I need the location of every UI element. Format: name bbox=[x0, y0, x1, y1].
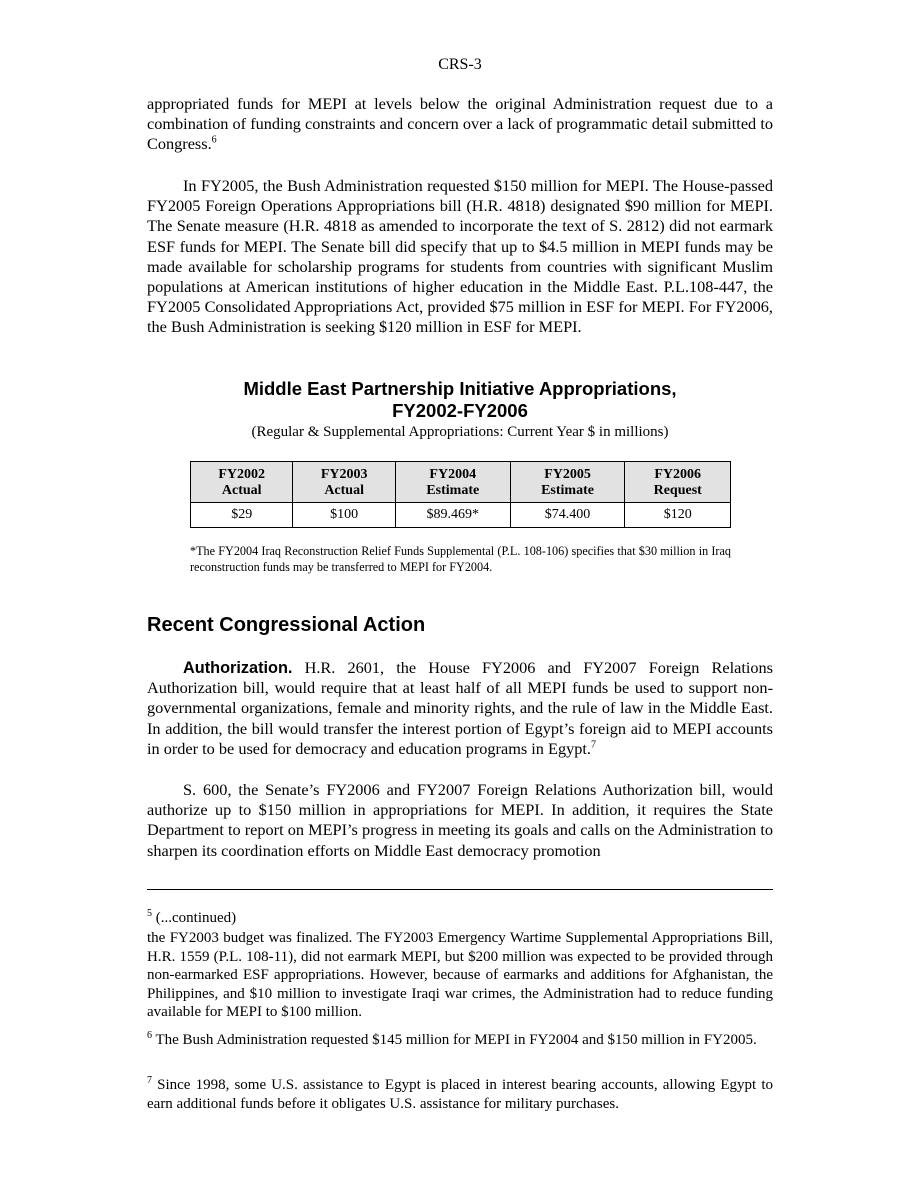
footnote-number: 5 bbox=[147, 908, 152, 919]
paragraph-authorization bbox=[147, 658, 773, 759]
column-header: FY2002 Actual bbox=[191, 462, 293, 503]
page-number: CRS-3 bbox=[438, 56, 482, 73]
table-cell: $29 bbox=[191, 503, 293, 528]
column-header: FY2006 Request bbox=[625, 462, 731, 503]
table-header-row bbox=[191, 462, 731, 503]
paragraph-text: appropriated funds for MEPI at levels below the original Administration request due to a combination of funding constraints and concern over a lack of programmatic detail submitted to Congress. bbox=[147, 94, 773, 154]
appropriations-table bbox=[190, 461, 731, 528]
footnote-ref-6: 6 bbox=[211, 134, 217, 146]
footnote-7: $^7$ Since 1998, some U.S. assistance to Egypt is placed in interest bearing accounts, allowing Egypt to earn additional funds before it obligates U.S. assistance for military purchases. bbox=[147, 1075, 773, 1112]
footnote-5-text: the FY2003 budget was finalized. The FY2003 Emergency Wartime Supplemental Appropriations Bill, H.R. 1559 (P.L. 108-11), did not earmark MEPI, but $200 million was expected to be provided through non-earmarked ESF appropriations. However, because of earmarks and additions for Afghanistan, the Philippines, and $10 million to investigate Iraqi war crimes, the Administration had to reduce funding available for MEPI to $100 million. bbox=[147, 930, 773, 1021]
paragraph-s600: S. 600, the Senate’s FY2006 and FY2007 Foreign Relations Authorization bill, would authorize up to $150 million in appropriations for MEPI. In addition, it requires the State Department to report on MEPI’s progress in meeting its goals and calls on the Administration to sharpen its coordination efforts on Middle East democracy promotion bbox=[147, 780, 773, 860]
footnote-number: 7 bbox=[147, 1075, 152, 1086]
paragraph-fy2005: In FY2005, the Bush Administration requested $150 million for MEPI. The House-passed FY2005 Foreign Operations Appropriations bill (H.R. 4818) designated $90 million for MEPI. The Senate measure (H.R. 4818 as amended to incorporate the text of S. 2812) did not earmark ESF funds for MEPI. The Senate bill did specify that up to $4.5 million in MEPI funds may be made available for scholarship programs for students from countries with significant Muslim populations at American institutions of higher education in the Middle East. P.L.108-447, the FY2005 Consolidated Appropriations Act, provided $75 million in ESF for MEPI. For FY2006, the Bush Administration is seeking $120 million in ESF for MEPI. bbox=[147, 176, 773, 337]
paragraph-continuation bbox=[147, 94, 773, 155]
table-note: *The FY2004 Iraq Reconstruction Relief Funds Supplemental (P.L. 108-106) specifies that $30 million in Iraq reconstruction funds may be transferred to MEPI for FY2004. bbox=[190, 544, 731, 574]
column-header: FY2004 Estimate bbox=[395, 462, 510, 503]
table-title-line1: Middle East Partnership Initiative Appropriations, bbox=[243, 378, 677, 399]
section-heading: Recent Congressional Action bbox=[147, 614, 426, 636]
table-cell: $100 bbox=[293, 503, 395, 528]
run-in-heading: Authorization. bbox=[183, 659, 293, 677]
table-cell: $74.400 bbox=[510, 503, 625, 528]
table-title bbox=[147, 378, 773, 422]
table-cell: $120 bbox=[625, 503, 731, 528]
footnote-6: $^6$ The Bush Administration requested $145 million for MEPI in FY2004 and $150 million in FY2005. bbox=[147, 1030, 757, 1048]
paragraph-text: H.R. 2601, the House FY2006 and FY2007 Foreign Relations Authorization bill, would require that at least half of all MEPI funds be used to support non-governmental organizations, female and minority rights, and the rule of law in the Middle East. In addition, the bill would transfer the interest portion of Egypt’s foreign aid to MEPI accounts in order to be used for democracy and education programs in Egypt. bbox=[147, 658, 773, 758]
column-header: FY2003 Actual bbox=[293, 462, 395, 503]
table-row bbox=[191, 503, 731, 528]
table-title-line2: FY2002-FY2006 bbox=[392, 400, 528, 421]
footnote-divider bbox=[147, 889, 773, 890]
table-subtitle: (Regular & Supplemental Appropriations: Current Year $ in millions) bbox=[251, 424, 669, 440]
column-header: FY2005 Estimate bbox=[510, 462, 625, 503]
footnote-5-continued: $^5$ (...continued) bbox=[147, 908, 237, 926]
footnote-number: 6 bbox=[147, 1030, 152, 1041]
footnote-ref-7: 7 bbox=[590, 739, 596, 751]
table-cell: $89.469* bbox=[395, 503, 510, 528]
